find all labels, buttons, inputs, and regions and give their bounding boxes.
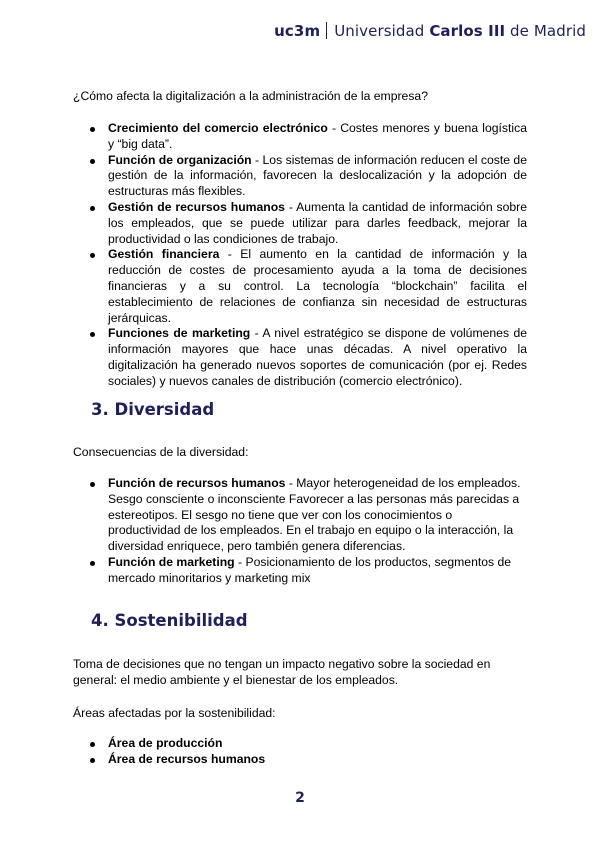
sustainability-intro: Toma de decisiones que no tengan un impacto negativo sobre la sociedad en general: el medio ambiente y el bienestar de los empleados.: [73, 657, 491, 687]
list-item: [90, 752, 527, 768]
digitalization-list: [90, 121, 527, 390]
item-title: Área de producción: [108, 736, 223, 750]
item-text: - Mayor heterogeneidad de los empleados. Sesgo consciente o inconsciente Favorecer a las personas más parecidas a estereotipos. El sesgo no tiene que ver con los conocimientos o productividad de los empleados. En el trabajo en equipo o la interacción, la diversidad enriquece, pero también genera diferencias.: [108, 476, 521, 554]
list-item: [90, 200, 527, 247]
item-title: Función de marketing: [108, 554, 235, 569]
section-heading-sostenibilidad: 4. Sostenibilidad: [91, 611, 248, 630]
item-title: Crecimiento del comercio electrónico: [108, 121, 328, 135]
page-header: [274, 22, 586, 40]
list-item: [90, 555, 527, 587]
sustainability-areas-list: [90, 736, 527, 768]
item-text: - Aumenta la cantidad de información sobre los empleados, que se puede utilizar para darles feedback, mejorar la productividad o las condiciones de trabajo.: [108, 199, 527, 246]
diversity-list: [90, 476, 527, 587]
item-title: Área de recursos humanos: [108, 751, 266, 766]
item-title: Función de organización: [108, 152, 252, 167]
item-title: Gestión financiera: [108, 247, 220, 262]
university-name-suffix: de Madrid: [505, 22, 586, 40]
header-divider: [326, 22, 327, 39]
list-item: [90, 247, 527, 326]
list-item: [90, 153, 527, 200]
university-name-bold: Carlos III: [429, 22, 506, 40]
intro-question: ¿Cómo afecta la digitalización a la administración de la empresa?: [73, 89, 428, 103]
item-text: - Costes menores y buena logística y “big data”.: [108, 121, 527, 151]
page-number: 2: [295, 790, 305, 806]
sustainability-areas-intro: Áreas afectadas por la sostenibilidad:: [73, 706, 276, 720]
section-heading-diversidad: 3. Diversidad: [91, 400, 215, 419]
list-item: [90, 326, 527, 389]
item-text: - Posicionamiento de los productos, segmentos de mercado minoritarios y marketing mix: [108, 554, 512, 585]
list-item: [90, 736, 527, 752]
item-text: - El aumento en la cantidad de información y la reducción de costes de procesamiento ayuda a la toma de decisiones financieras y a su control. La tecnología “blockchain” facilita el establecimiento de relaciones de confianza sin necesidad de estructuras jerárquicas.: [108, 247, 527, 325]
diversity-intro: Consecuencias de la diversidad:: [73, 445, 249, 459]
item-title: Funciones de marketing: [108, 326, 251, 341]
item-title: Gestión de recursos humanos: [108, 199, 285, 214]
uc3m-logo: uc3m: [274, 22, 321, 40]
list-item: [90, 121, 527, 153]
university-name-prefix: Universidad: [334, 22, 430, 40]
item-text: - Los sistemas de información reducen el coste de gestión de la información, favorecen la deslocalización y la adopción de estructuras más flexibles.: [108, 152, 527, 199]
item-title: Función de recursos humanos: [108, 476, 286, 490]
list-item: [90, 476, 527, 555]
item-text: - A nivel estratégico se dispone de volúmenes de información mayores que hace unas décadas. A nivel operativo la digitalización ha generado nuevos soportes de comunicación (por ej. Redes sociales) y nuevos canales de distribución (comercio electrónico).: [108, 326, 527, 388]
